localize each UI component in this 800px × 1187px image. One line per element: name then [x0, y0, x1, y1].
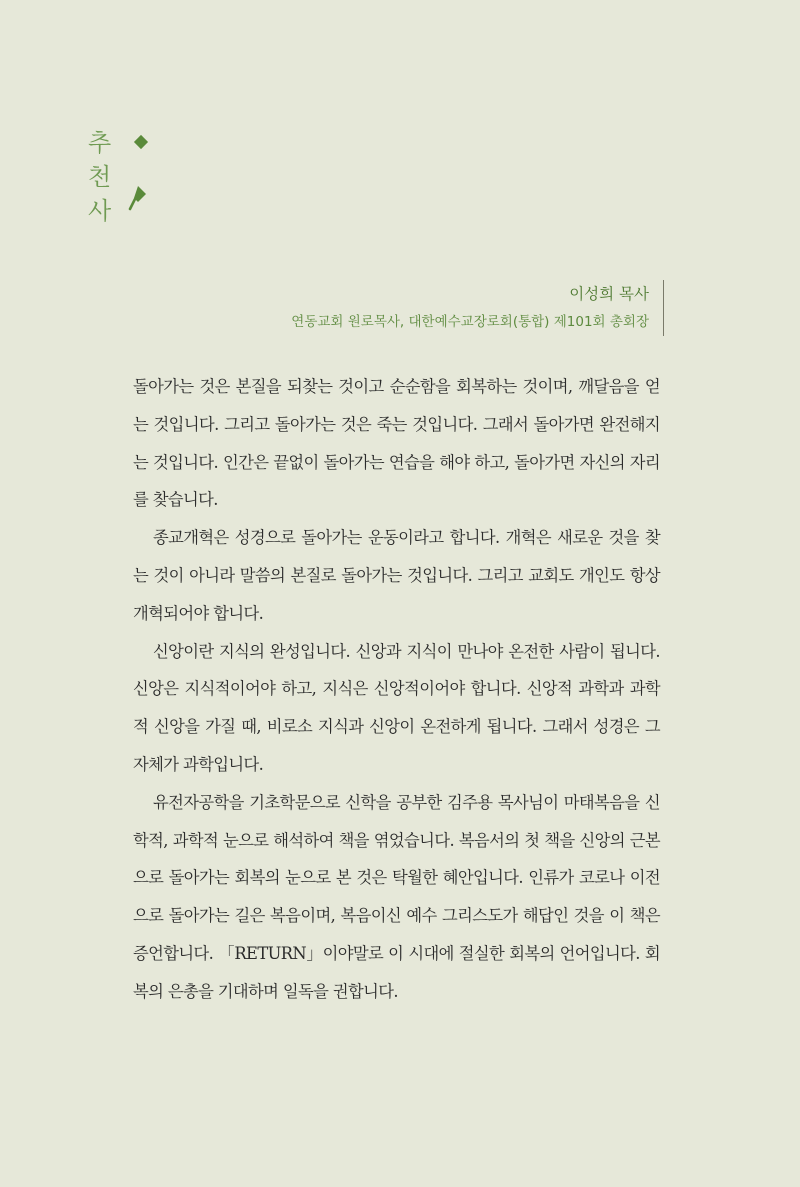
paragraph-3: 신앙이란 지식의 완성입니다. 신앙과 지식이 만나야 온전한 사람이 됩니다. 신앙은 지식적이어야 하고, 지식은 신앙적이어야 합니다. 신앙적 과학과 과학적 신앙을 가질 때, 비로소 지식과 신앙이 온전하게 됩니다. 그래서 성경은 그 자체가 과학입니다. — [133, 641, 660, 774]
recommendation-body — [133, 368, 660, 1011]
paragraph-2: 종교개혁은 성경으로 돌아가는 운동이라고 합니다. 개혁은 새로운 것을 찾는 것이 아니라 말씀의 본질로 돌아가는 것입니다. 그리고 교회도 개인도 항상 개혁되어야 합니다. — [133, 528, 660, 623]
author-info — [291, 280, 664, 336]
author-name: 이성희 목사 — [569, 285, 649, 303]
leaf-icon — [128, 184, 150, 212]
heading-char-1: 추 — [88, 129, 112, 157]
paragraph-1: 돌아가는 것은 본질을 되찾는 것이고 순순함을 회복하는 것이며, 깨달음을 얻는 것입니다. 그리고 돌아가는 것은 죽는 것입니다. 그래서 돌아가면 완전해지는 것입니다. 인간은 끝없이 돌아가는 연습을 해야 하고, 돌아가면 자신의 자리를 찾습니다. — [133, 377, 660, 510]
heading-char-2: 천 — [88, 163, 112, 191]
author-title: 연동교회 원로목사, 대한예수교장로회(통합) 제101회 총회장 — [291, 314, 649, 330]
paragraph-4: 유전자공학을 기초학문으로 신학을 공부한 김주용 목사님이 마태복음을 신학적, 과학적 눈으로 해석하여 책을 엮었습니다. 복음서의 첫 책을 신앙의 근본으로 돌아가는 회복의 눈으로 본 것은 탁월한 혜안입니다. 인류가 코로나 이전으로 돌아가는 길은 복음이며, 복음이신 예수 그리스도가 해답인 것을 이 책은 증언합니다. 「RETURN」이야말로 이 시대에 절실한 회복의 언어입니다. 회복의 은총을 기대하며 일독을 권합니다. — [133, 792, 660, 1001]
heading-char-3: 사 — [88, 197, 112, 225]
section-heading — [88, 128, 168, 228]
diamond-icon — [134, 135, 148, 149]
